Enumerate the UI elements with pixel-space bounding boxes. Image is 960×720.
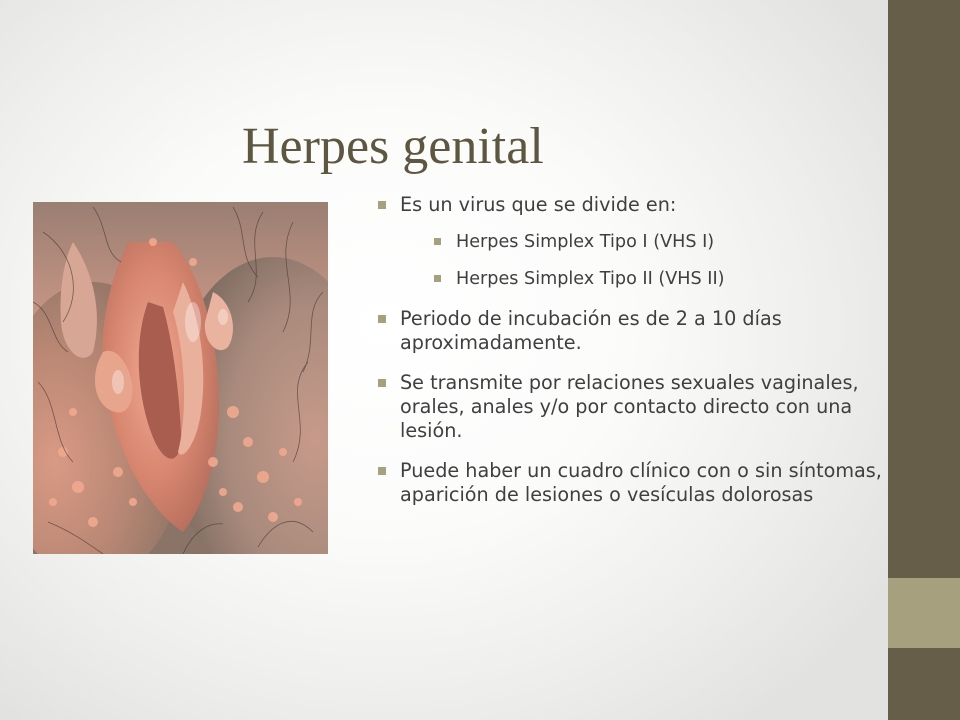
bullet-item [378, 459, 888, 507]
sub-bullet-text: Herpes Simplex Tipo II (VHS II) [456, 269, 725, 289]
bullet-item [378, 371, 888, 443]
sub-bullet-list [400, 230, 888, 291]
bullet-list [378, 193, 888, 523]
bullet-text: Es un virus que se divide en: [400, 193, 677, 216]
bullet-item [378, 193, 888, 291]
sidebar-band-top [888, 0, 960, 578]
clinical-photo [33, 202, 328, 554]
bullet-marker-icon [378, 379, 386, 387]
sub-bullet-item [400, 230, 888, 254]
slide-title: Herpes genital [242, 118, 544, 175]
bullet-marker-icon [378, 467, 386, 475]
bullet-text: Se transmite por relaciones sexuales vaginales, orales, anales y/o por contacto directo con una lesión. [400, 371, 859, 442]
bullet-text: Periodo de incubación es de 2 a 10 días aproximadamente. [400, 307, 782, 354]
bullet-text: Puede haber un cuadro clínico con o sin síntomas, aparición de lesiones o vesículas dolorosas [400, 459, 882, 506]
bullet-marker-icon [434, 238, 441, 245]
sidebar-band-bottom [888, 648, 960, 720]
bullet-marker-icon [378, 315, 386, 323]
sidebar-band-accent [888, 578, 960, 648]
sub-bullet-item [400, 267, 888, 291]
sub-bullet-text: Herpes Simplex Tipo I (VHS I) [456, 232, 715, 252]
bullet-marker-icon [434, 275, 441, 282]
bullet-item [378, 307, 888, 355]
sidebar-decoration [888, 0, 960, 720]
bullet-marker-icon [378, 201, 386, 209]
clinical-photo-image [33, 202, 328, 554]
